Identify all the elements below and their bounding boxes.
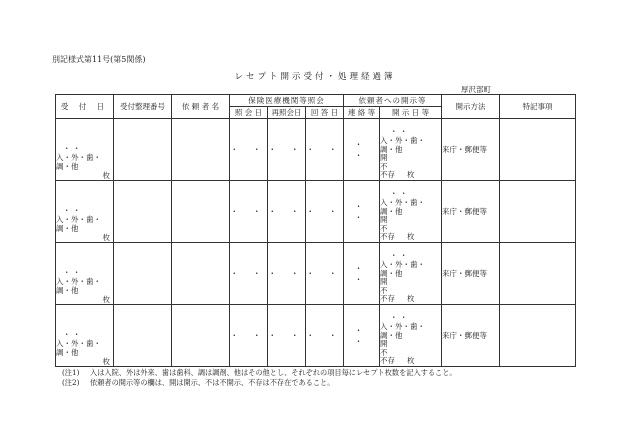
date-dots: ・ ・ [63, 206, 81, 215]
remarks-cell[interactable] [500, 243, 576, 305]
contact-cell[interactable] [344, 119, 380, 181]
disclosure-count-unit: 枚 [407, 170, 415, 180]
date-placeholder: ・ ・ [230, 207, 267, 216]
reinquiry-date-cell[interactable] [268, 181, 306, 243]
receipt-number-cell[interactable] [114, 119, 172, 181]
disclosure-not: 不 [380, 161, 388, 171]
category-line-1: 入・外・歯・ [56, 215, 101, 224]
date-cell[interactable] [56, 243, 114, 305]
header-answer-date: 回 答 日 [306, 107, 344, 119]
header-contact: 連 絡 等 [344, 107, 380, 119]
contact-cell[interactable] [344, 181, 380, 243]
footnote-2 [62, 378, 457, 388]
footnotes [62, 368, 457, 388]
method-cell[interactable] [442, 119, 500, 181]
disclosure-nonexist-line [380, 171, 441, 180]
disclosure-cell[interactable] [380, 305, 442, 367]
answer-date-cell[interactable] [306, 119, 344, 181]
disclosure-count-unit: 枚 [407, 356, 415, 366]
date-placeholder: ・ ・ [268, 207, 305, 216]
table-row [56, 119, 576, 181]
header-date: 受 付 日 [56, 95, 114, 119]
disclosure-cell[interactable] [380, 119, 442, 181]
disclosure-not: 不 [380, 347, 388, 357]
header-method: 開示方法 [442, 95, 500, 119]
disclosure-line-1: 入・外・歯・ [380, 136, 426, 146]
footnote-2-label: (注2) [62, 378, 80, 387]
form-reference: 別記様式第11号(第5関係) [52, 55, 146, 64]
date-placeholder: ・ ・ [306, 207, 343, 216]
disclosure-count-unit: 枚 [407, 232, 415, 242]
remarks-cell[interactable] [500, 119, 576, 181]
method-cell[interactable] [442, 305, 500, 367]
date-placeholder: ・ ・ [230, 145, 267, 154]
remarks-cell[interactable] [500, 305, 576, 367]
reinquiry-date-cell[interactable] [268, 243, 306, 305]
disclosure-open: 開 [380, 277, 388, 287]
inquiry-date-cell[interactable] [230, 181, 268, 243]
disclosure-line-1: 入・外・歯・ [380, 322, 426, 332]
date-placeholder: ・ ・ [354, 325, 369, 346]
answer-date-cell[interactable] [306, 243, 344, 305]
header-reinquiry-date: 再照会日 [268, 107, 306, 119]
disclosure-dots: ・ ・ [390, 251, 408, 261]
count-unit: 枚 [102, 295, 110, 304]
inquiry-date-cell[interactable] [230, 243, 268, 305]
method-text: 来庁・郵便等 [442, 269, 488, 278]
disclosure-cell[interactable] [380, 243, 442, 305]
date-cell[interactable] [56, 181, 114, 243]
contact-cell[interactable] [344, 305, 380, 367]
category-line-2: 調・他 [56, 224, 79, 233]
reinquiry-date-cell[interactable] [268, 305, 306, 367]
document-title: レセプト開示受付・処理経過簿 [234, 72, 396, 82]
disclosure-cell[interactable] [380, 181, 442, 243]
method-cell[interactable] [442, 243, 500, 305]
header-disclosure-date: 開 示 日 等 [380, 107, 442, 119]
footnote-1 [62, 368, 457, 378]
table-row [56, 243, 576, 305]
count-unit: 枚 [102, 357, 110, 366]
disclosure-line-2: 調・他 [380, 144, 403, 154]
disclosure-open: 開 [380, 215, 388, 225]
disclosure-nonexist: 不存 [380, 294, 396, 304]
count-unit: 枚 [102, 171, 110, 180]
date-placeholder: ・ ・ [306, 331, 343, 340]
header-requester: 依 頼 者 名 [172, 95, 230, 119]
disclosure-line-2: 調・他 [380, 268, 403, 278]
header-insurer-group: 保険医療機関等照会 [230, 95, 344, 107]
disclosure-line-2: 調・他 [380, 330, 403, 340]
date-placeholder: ・ ・ [354, 139, 369, 160]
date-placeholder: ・ ・ [268, 331, 305, 340]
category-line-2: 調・他 [56, 348, 79, 357]
disclosure-nonexist: 不存 [380, 356, 396, 366]
disclosure-nonexist-line [380, 233, 441, 242]
answer-date-cell[interactable] [306, 181, 344, 243]
receipt-number-cell[interactable] [114, 243, 172, 305]
disclosure-nonexist: 不存 [380, 232, 396, 242]
requester-cell[interactable] [172, 243, 230, 305]
requester-cell[interactable] [172, 305, 230, 367]
header-receipt-number: 受付整理番号 [114, 95, 172, 119]
disclosure-dots: ・ ・ [390, 189, 408, 199]
header-remarks: 特記事項 [500, 95, 576, 119]
date-placeholder: ・ ・ [230, 269, 267, 278]
footnote-1-text: 入は入院、外は外来、歯は歯科、調は調剤、他はその他とし、それぞれの項目毎にレセプト枚数を記入すること。 [90, 368, 457, 377]
disclosure-nonexist: 不存 [380, 170, 396, 180]
table-row [56, 305, 576, 367]
disclosure-open: 開 [380, 153, 388, 163]
disclosure-dots: ・ ・ [390, 127, 408, 137]
inquiry-date-cell[interactable] [230, 119, 268, 181]
disclosure-not: 不 [380, 285, 388, 295]
method-text: 来庁・郵便等 [442, 331, 488, 340]
date-placeholder: ・ ・ [268, 269, 305, 278]
header-row-top [56, 95, 576, 107]
date-dots: ・ ・ [63, 144, 81, 153]
answer-date-cell[interactable] [306, 305, 344, 367]
category-line-1: 入・外・歯・ [56, 339, 101, 348]
disclosure-line-2: 調・他 [380, 206, 403, 216]
date-placeholder: ・ ・ [354, 263, 369, 284]
footnote-2-text: 依頼者の開示等の欄は、開は開示、不は不開示、不存は不存在であること。 [90, 378, 335, 387]
disclosure-count-unit: 枚 [407, 294, 415, 304]
date-placeholder: ・ ・ [268, 145, 305, 154]
category-line-1: 入・外・歯・ [56, 277, 101, 286]
table-row [56, 181, 576, 243]
reinquiry-date-cell[interactable] [268, 119, 306, 181]
contact-cell[interactable] [344, 243, 380, 305]
date-dots: ・ ・ [63, 268, 81, 277]
requester-cell[interactable] [172, 181, 230, 243]
date-dots: ・ ・ [63, 330, 81, 339]
footnote-1-label: (注1) [62, 368, 80, 377]
ledger-table [55, 94, 576, 367]
disclosure-line-1: 入・外・歯・ [380, 198, 426, 208]
date-cell[interactable] [56, 119, 114, 181]
disclosure-line-1: 入・外・歯・ [380, 260, 426, 270]
inquiry-date-cell[interactable] [230, 305, 268, 367]
disclosure-open: 開 [380, 339, 388, 349]
header-requester-group: 依頼者への開示等 [344, 95, 442, 107]
remarks-cell[interactable] [500, 181, 576, 243]
method-cell[interactable] [442, 181, 500, 243]
receipt-number-cell[interactable] [114, 181, 172, 243]
method-text: 来庁・郵便等 [442, 145, 488, 154]
date-placeholder: ・ ・ [354, 201, 369, 222]
issuer-name: 厚沢部町 [461, 85, 491, 94]
category-line-2: 調・他 [56, 162, 79, 171]
category-line-2: 調・他 [56, 286, 79, 295]
header-inquiry-date: 照 会 日 [230, 107, 268, 119]
method-text: 来庁・郵便等 [442, 207, 488, 216]
category-line-1: 入・外・歯・ [56, 153, 101, 162]
disclosure-nonexist-line [380, 295, 441, 304]
date-cell[interactable] [56, 305, 114, 367]
disclosure-nonexist-line [380, 357, 441, 366]
receipt-number-cell[interactable] [114, 305, 172, 367]
date-placeholder: ・ ・ [306, 269, 343, 278]
date-placeholder: ・ ・ [306, 145, 343, 154]
requester-cell[interactable] [172, 119, 230, 181]
disclosure-dots: ・ ・ [390, 313, 408, 323]
count-unit: 枚 [102, 233, 110, 242]
date-placeholder: ・ ・ [230, 331, 267, 340]
disclosure-not: 不 [380, 223, 388, 233]
